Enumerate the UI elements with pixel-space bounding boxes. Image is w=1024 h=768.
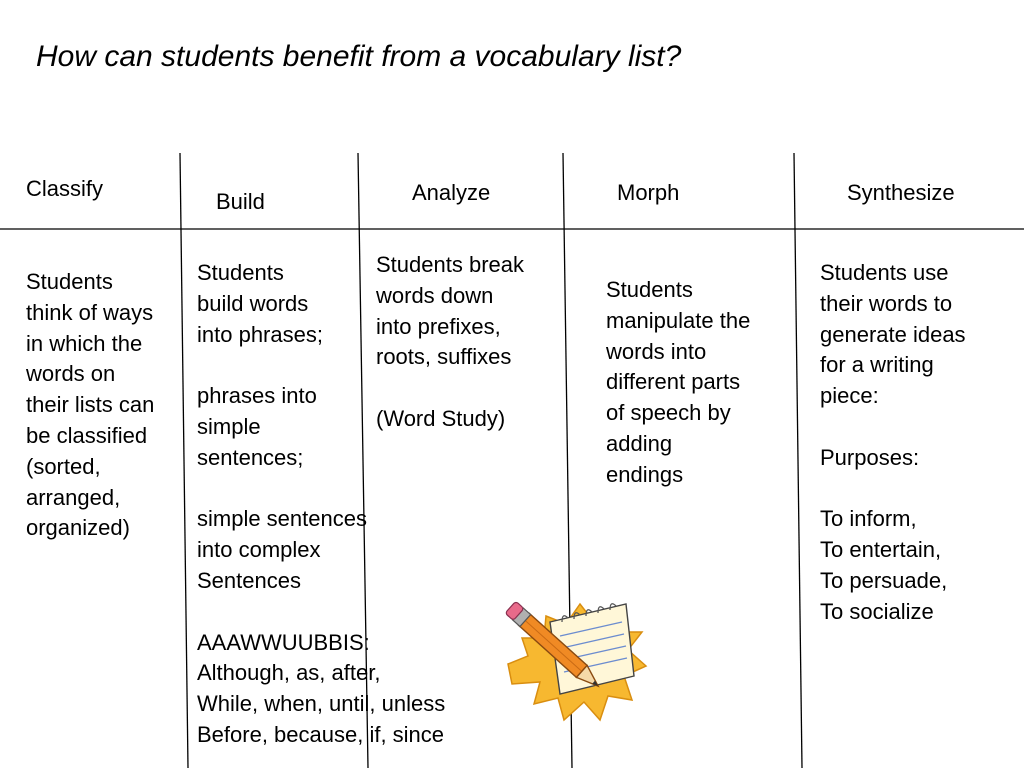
column-heading-analyze: Analyze [412,180,491,205]
column-body-synthesize: Students use their words to generate ideas for a writing piece: Purposes: To inform, To entertain, To persuade, To socialize [820,260,966,624]
pencil-notepad-icon [500,592,650,727]
column-heading-morph: Morph [617,180,680,205]
column-body-classify: Students think of ways in which the words on their lists can be classified (sorted, arranged, organized) [26,269,155,541]
column-heading-synthesize: Synthesize [847,180,955,205]
column-heading-build: Build [216,189,265,214]
column-heading-classify: Classify [26,176,104,201]
column-body-morph: Students manipulate the words into different parts of speech by adding endings [606,277,751,487]
column-body-analyze: Students break words down into prefixes, roots, suffixes (Word Study) [376,252,524,431]
column-divider [180,153,188,768]
column-body-build: Students build words into phrases; phrases into simple sentences; simple sentences into complex Sentences AAAWWUUBBIS: Although, as, after, While, when, until, unless Before, because, if, since [197,260,446,747]
page-title: How can students benefit from a vocabulary list? [36,40,682,73]
column-divider [794,153,802,768]
